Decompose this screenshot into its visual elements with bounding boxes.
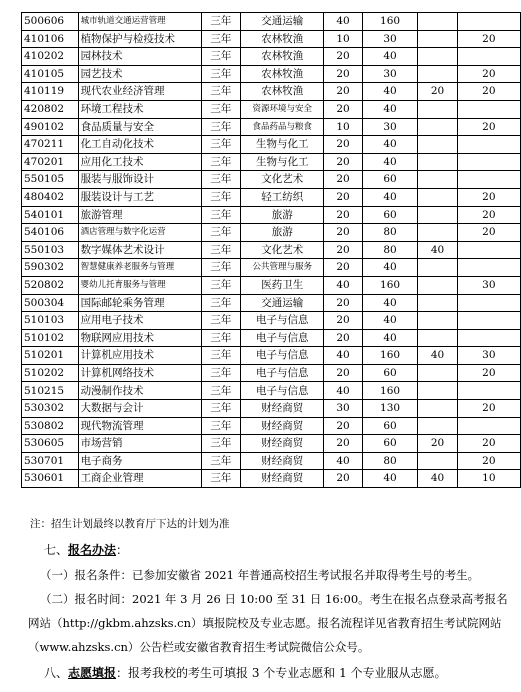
table-cell: 30 <box>362 30 418 48</box>
table-cell <box>418 13 457 31</box>
table-cell: 20 <box>324 417 362 435</box>
section-7-heading <box>44 541 128 558</box>
table-cell <box>457 259 520 277</box>
table-cell: 80 <box>362 452 418 470</box>
table-cell: 510202 <box>22 364 79 382</box>
table-cell: 财经商贸 <box>241 435 324 453</box>
table-cell: 20 <box>457 30 520 48</box>
table-cell: 文化艺术 <box>241 171 324 189</box>
table-cell: 20 <box>324 224 362 242</box>
table-cell: 80 <box>362 224 418 242</box>
table-cell: 三年 <box>201 259 240 277</box>
table-cell: 化工自动化技术 <box>78 136 201 154</box>
table-cell: 20 <box>324 171 362 189</box>
table-cell: 40 <box>362 294 418 312</box>
table-cell: 三年 <box>201 312 240 330</box>
table-cell: 80 <box>362 241 418 259</box>
table-cell: 三年 <box>201 65 240 83</box>
table-cell <box>418 276 457 294</box>
table-cell: 60 <box>362 206 418 224</box>
table-cell: 20 <box>418 83 457 101</box>
table-cell: 三年 <box>201 206 240 224</box>
table-cell: 环境工程技术 <box>78 100 201 118</box>
table-cell: 三年 <box>201 294 240 312</box>
table-cell: 婴幼儿托育服务与管理 <box>78 276 201 294</box>
table-cell <box>418 400 457 418</box>
table-row <box>22 188 521 206</box>
table-cell: 10 <box>324 118 362 136</box>
table-cell: 三年 <box>201 276 240 294</box>
table-cell: 物联网应用技术 <box>78 329 201 347</box>
table-cell <box>457 312 520 330</box>
table-cell: 20 <box>324 136 362 154</box>
table-cell <box>418 452 457 470</box>
table-cell: 财经商贸 <box>241 470 324 488</box>
table-cell: 420802 <box>22 100 79 118</box>
table-cell: 160 <box>362 276 418 294</box>
table-cell: 20 <box>324 48 362 66</box>
table-cell: 服装与服饰设计 <box>78 171 201 189</box>
table-cell: 计算机应用技术 <box>78 347 201 365</box>
table-cell: 40 <box>324 452 362 470</box>
table-cell: 60 <box>362 417 418 435</box>
table-cell: 服装设计与工艺 <box>78 188 201 206</box>
table-cell: 40 <box>324 382 362 400</box>
table-row <box>22 65 521 83</box>
table-cell <box>457 382 520 400</box>
table-cell: 三年 <box>201 400 240 418</box>
table-row <box>22 347 521 365</box>
table-cell: 20 <box>324 153 362 171</box>
table-cell <box>457 417 520 435</box>
table-cell: 410119 <box>22 83 79 101</box>
table-cell: 540101 <box>22 206 79 224</box>
table-cell: 500304 <box>22 294 79 312</box>
table-cell <box>418 100 457 118</box>
table-row <box>22 382 521 400</box>
section-title: 志愿填报 <box>68 666 117 680</box>
table-cell: 交通运输 <box>241 294 324 312</box>
table-cell: 60 <box>362 364 418 382</box>
table-cell: 电子与信息 <box>241 329 324 347</box>
table-cell <box>457 294 520 312</box>
table-cell: 20 <box>457 206 520 224</box>
table-cell: 农林牧渔 <box>241 83 324 101</box>
table-cell: 20 <box>457 224 520 242</box>
table-cell: 食品质量与安全 <box>78 118 201 136</box>
table-cell: 三年 <box>201 48 240 66</box>
table-cell: 40 <box>362 48 418 66</box>
table-cell <box>418 382 457 400</box>
table-row <box>22 48 521 66</box>
table-cell: 计算机网络技术 <box>78 364 201 382</box>
table-row <box>22 294 521 312</box>
table-note: 注：招生计划最终以教育厅下达的计划为准 <box>30 518 230 530</box>
table-cell: 40 <box>362 188 418 206</box>
table-cell: 三年 <box>201 136 240 154</box>
table-cell: 市场营销 <box>78 435 201 453</box>
table-cell: 20 <box>457 452 520 470</box>
table-cell: 财经商贸 <box>241 417 324 435</box>
table-row <box>22 171 521 189</box>
table-cell: 现代农业经济管理 <box>78 83 201 101</box>
table-cell: 520802 <box>22 276 79 294</box>
table-cell: 550103 <box>22 241 79 259</box>
paragraph-registration-conditions: （一）报名条件：已参加安徽省 2021 年普通高校招生考试报名并取得考生号的考生。 <box>40 568 480 582</box>
table-cell: 40 <box>418 470 457 488</box>
table-cell: 轻工纺织 <box>241 188 324 206</box>
table-row <box>22 224 521 242</box>
table-cell: 30 <box>457 347 520 365</box>
table-cell: 三年 <box>201 452 240 470</box>
table-cell: 30 <box>362 65 418 83</box>
table-cell: 40 <box>362 153 418 171</box>
table-cell <box>418 118 457 136</box>
table-cell: 三年 <box>201 118 240 136</box>
table-cell: 410105 <box>22 65 79 83</box>
table-cell <box>418 206 457 224</box>
table-cell <box>418 65 457 83</box>
section-8-heading <box>44 664 447 681</box>
table-cell: 20 <box>324 83 362 101</box>
table-cell: 20 <box>324 364 362 382</box>
section-number: 七、 <box>44 543 69 557</box>
table-cell: 三年 <box>201 100 240 118</box>
table-cell: 电子与信息 <box>241 312 324 330</box>
table-row <box>22 259 521 277</box>
table-cell: 20 <box>324 188 362 206</box>
table-cell: 20 <box>324 329 362 347</box>
table-cell: 510103 <box>22 312 79 330</box>
table-cell <box>418 417 457 435</box>
table-cell: 540106 <box>22 224 79 242</box>
table-cell: 旅游 <box>241 206 324 224</box>
table-cell: 三年 <box>201 153 240 171</box>
paragraph-registration-time: （二）报名时间：2021 年 3 月 26 日 10:00 至 31 日 16:00。考生在报名点登录高考报名网站（http://gkbm.ahzsks.cn）填报院校及专业志愿。报名流程详见省教育招生考试院网站（www.ahzsks.cn）公告栏或安徽省教育招生考试院微信公众号。 <box>28 592 508 654</box>
table-cell: 交通运输 <box>241 13 324 31</box>
table-cell: 40 <box>362 470 418 488</box>
table-cell: 550105 <box>22 171 79 189</box>
table-cell: 工商企业管理 <box>78 470 201 488</box>
table-cell: 植物保护与检疫技术 <box>78 30 201 48</box>
table-cell: 10 <box>324 30 362 48</box>
table-body <box>22 13 521 488</box>
table-cell: 60 <box>362 435 418 453</box>
table-cell: 园艺技术 <box>78 65 201 83</box>
table-cell: 40 <box>362 329 418 347</box>
table-cell: 20 <box>457 65 520 83</box>
table-row <box>22 364 521 382</box>
table-row <box>22 136 521 154</box>
table-cell: 40 <box>324 276 362 294</box>
table-cell: 三年 <box>201 417 240 435</box>
table-cell <box>457 136 520 154</box>
table-cell: 40 <box>362 312 418 330</box>
table-cell: 电子与信息 <box>241 347 324 365</box>
table-row <box>22 435 521 453</box>
table-cell: 食品药品与粮食 <box>241 118 324 136</box>
table-cell: 智慧健康养老服务与管理 <box>78 259 201 277</box>
table-cell: 三年 <box>201 329 240 347</box>
table-cell: 三年 <box>201 470 240 488</box>
table-cell <box>457 48 520 66</box>
table-cell: 电子与信息 <box>241 364 324 382</box>
table-cell: 130 <box>362 400 418 418</box>
table-cell: 40 <box>418 241 457 259</box>
table-cell: 20 <box>324 470 362 488</box>
table-cell: 旅游 <box>241 224 324 242</box>
table-cell: 生物与化工 <box>241 136 324 154</box>
table-cell: 20 <box>457 188 520 206</box>
table-cell <box>418 364 457 382</box>
table-cell: 文化艺术 <box>241 241 324 259</box>
table-cell: 20 <box>324 65 362 83</box>
table-cell: 510102 <box>22 329 79 347</box>
table-cell: 三年 <box>201 30 240 48</box>
table-cell: 应用化工技术 <box>78 153 201 171</box>
table-cell <box>457 241 520 259</box>
table-cell: 500606 <box>22 13 79 31</box>
table-row <box>22 312 521 330</box>
table-cell: 470201 <box>22 153 79 171</box>
table-cell: 30 <box>362 118 418 136</box>
table-cell: 财经商贸 <box>241 452 324 470</box>
table-cell: 40 <box>418 347 457 365</box>
table-cell <box>457 100 520 118</box>
table-row <box>22 13 521 31</box>
table-cell: 20 <box>457 364 520 382</box>
table-cell: 三年 <box>201 171 240 189</box>
table-cell: 财经商贸 <box>241 400 324 418</box>
table-cell: 20 <box>324 241 362 259</box>
table-row <box>22 241 521 259</box>
table-cell <box>418 30 457 48</box>
table-row <box>22 329 521 347</box>
table-cell: 动漫制作技术 <box>78 382 201 400</box>
table-cell <box>418 312 457 330</box>
table-cell: 三年 <box>201 364 240 382</box>
table-cell: 40 <box>362 259 418 277</box>
table-cell <box>418 188 457 206</box>
table-cell: 40 <box>324 13 362 31</box>
table-cell: 三年 <box>201 435 240 453</box>
table-cell: 大数据与会计 <box>78 400 201 418</box>
section-title: 报名办法 <box>68 543 117 557</box>
table-cell: 20 <box>324 435 362 453</box>
table-cell: 410106 <box>22 30 79 48</box>
table-row <box>22 276 521 294</box>
section-number: 八、 <box>44 666 69 680</box>
table-row <box>22 30 521 48</box>
table-row <box>22 206 521 224</box>
table-cell: 电子商务 <box>78 452 201 470</box>
table-cell: 160 <box>362 13 418 31</box>
table-cell: 40 <box>324 347 362 365</box>
table-cell: 530605 <box>22 435 79 453</box>
table-cell: 城市轨道交通运营管理 <box>78 13 201 31</box>
table-row <box>22 118 521 136</box>
table-cell: 20 <box>324 206 362 224</box>
table-cell: 农林牧渔 <box>241 65 324 83</box>
table-cell: 510215 <box>22 382 79 400</box>
table-cell <box>418 48 457 66</box>
table-cell <box>457 13 520 31</box>
table-cell: 490102 <box>22 118 79 136</box>
table-cell: 电子与信息 <box>241 382 324 400</box>
table-cell <box>457 153 520 171</box>
table-cell: 三年 <box>201 224 240 242</box>
table-cell: 530802 <box>22 417 79 435</box>
table-cell <box>418 259 457 277</box>
table-cell <box>418 136 457 154</box>
table-cell: 现代物流管理 <box>78 417 201 435</box>
table-cell: 510201 <box>22 347 79 365</box>
table-cell <box>418 171 457 189</box>
section-text: ：报考我校的考生可填报 3 个专业志愿和 1 个专业服从志愿。 <box>116 666 447 680</box>
section-colon: ： <box>116 543 129 557</box>
table-row <box>22 400 521 418</box>
table-cell: 资源环境与安全 <box>241 100 324 118</box>
table-cell <box>457 171 520 189</box>
table-cell: 480402 <box>22 188 79 206</box>
table-cell: 530302 <box>22 400 79 418</box>
table-cell: 40 <box>362 136 418 154</box>
table-cell: 20 <box>457 400 520 418</box>
table-cell: 470211 <box>22 136 79 154</box>
table-cell: 60 <box>362 171 418 189</box>
table-cell: 农林牧渔 <box>241 30 324 48</box>
table-cell: 20 <box>457 83 520 101</box>
table-cell: 农林牧渔 <box>241 48 324 66</box>
table-cell: 生物与化工 <box>241 153 324 171</box>
table-cell: 20 <box>457 118 520 136</box>
table-cell: 20 <box>324 294 362 312</box>
table-cell: 旅游管理 <box>78 206 201 224</box>
table-cell: 20 <box>457 435 520 453</box>
table-cell: 20 <box>324 312 362 330</box>
table-cell <box>418 224 457 242</box>
table-cell: 30 <box>324 400 362 418</box>
table-cell: 公共管理与服务 <box>241 259 324 277</box>
table-cell: 530701 <box>22 452 79 470</box>
table-cell: 医药卫生 <box>241 276 324 294</box>
table-cell: 三年 <box>201 188 240 206</box>
enrollment-plan-table <box>21 12 521 488</box>
table-cell: 40 <box>362 100 418 118</box>
table-cell: 国际邮轮乘务管理 <box>78 294 201 312</box>
table-row <box>22 452 521 470</box>
table-cell: 530601 <box>22 470 79 488</box>
table-row <box>22 100 521 118</box>
table-cell <box>418 329 457 347</box>
table-cell: 410202 <box>22 48 79 66</box>
table-cell: 40 <box>362 83 418 101</box>
table-cell: 20 <box>418 435 457 453</box>
table-cell <box>418 153 457 171</box>
table-cell: 20 <box>324 259 362 277</box>
table-cell: 三年 <box>201 382 240 400</box>
table-cell: 10 <box>457 470 520 488</box>
table-cell: 590302 <box>22 259 79 277</box>
table-cell: 园林技术 <box>78 48 201 66</box>
table-cell: 酒店管理与数字化运营 <box>78 224 201 242</box>
table-cell: 三年 <box>201 241 240 259</box>
table-cell <box>457 329 520 347</box>
table-cell: 三年 <box>201 13 240 31</box>
table-row <box>22 417 521 435</box>
table-cell: 三年 <box>201 83 240 101</box>
table-row <box>22 83 521 101</box>
table-row <box>22 470 521 488</box>
table-cell: 应用电子技术 <box>78 312 201 330</box>
table-cell: 30 <box>457 276 520 294</box>
table-cell: 数字媒体艺术设计 <box>78 241 201 259</box>
table-cell: 三年 <box>201 347 240 365</box>
table-cell: 160 <box>362 347 418 365</box>
table-cell: 20 <box>324 100 362 118</box>
table-cell <box>418 294 457 312</box>
table-row <box>22 153 521 171</box>
table-cell: 160 <box>362 382 418 400</box>
